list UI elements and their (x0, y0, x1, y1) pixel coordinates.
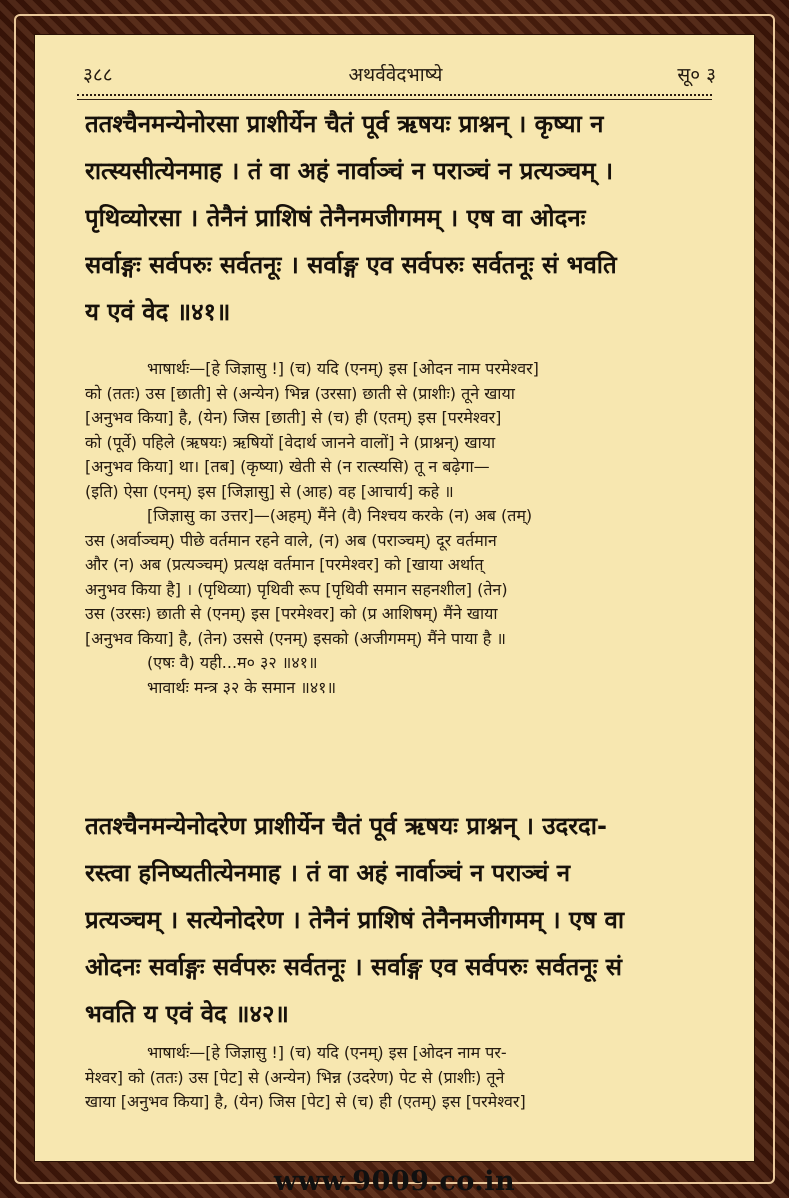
commentary-line: को (पूर्वे) पहिले (ऋषयः) ऋषियों [वेदार्थ जानने वालों] ने (प्राश्नन्) खाया (85, 432, 496, 452)
mantra-42 (85, 803, 713, 1038)
header-rule (77, 94, 712, 96)
commentary-line: मेश्वर] को (ततः) उस [पेट] से (अन्येन) भिन्न (उदरेण) पेट से (प्राशीः) तूने (85, 1067, 505, 1087)
commentary-41 (85, 357, 713, 700)
commentary-line: अनुभव किया है] । (पृथिव्या) पृथिवी रूप [पृथिवी समान सहनशील] (तेन) (85, 579, 508, 599)
commentary-line: और (न) अब (प्रत्यञ्चम्) प्रत्यक्ष वर्तमान [परमेश्वर] को [खाया अर्थात् (85, 555, 484, 574)
commentary-line: को (ततः) उस [छाती] से (अन्येन) भिन्न (उरसा) छाती से (प्राशीः) तूने खाया (85, 383, 515, 403)
commentary-line: उस (अर्वाञ्चम्) पीछे वर्तमान रहने वाले, (न) अब (पराञ्चम्) दूर वर्तमान (85, 530, 497, 550)
commentary-line: खाया [अनुभव किया] है, (येन) जिस [पेट] से (च) ही (एतम्) इस [परमेश्वर] (85, 1092, 526, 1111)
mantra-line: भवति य एवं वेद ॥४२॥ (85, 1000, 289, 1028)
commentary-line: (इति) ऐसा (एनम्) इस [जिज्ञासु] से (आह) वह [आचार्य] कहे ॥ (85, 481, 454, 501)
commentary-line: [अनुभव किया] है, (तेन) उससे (एनम्) इसको (अजीगमम्) मैंने पाया है ॥ (85, 628, 506, 648)
commentary-line: (एषः वै) यही...म० ३२ ॥४१॥ (147, 653, 318, 672)
commentary-line: भावार्थः मन्त्र ३२ के समान ॥४१॥ (147, 677, 337, 697)
commentary-line: भाषार्थः—[हे जिज्ञासु !] (च) यदि (एनम्) इस [ओदन नाम पर- (147, 1043, 507, 1062)
commentary-line: [अनुभव किया] था। [तब] (कृष्या) खेती से (न रात्स्यसि) तू न बढ़ेगा— (85, 457, 490, 476)
mantra-line: य एवं वेद ॥४१॥ (85, 298, 231, 326)
mantra-41 (85, 101, 713, 336)
book-page (34, 34, 755, 1162)
commentary-line: उस (उरसः) छाती से (एनम्) इस [परमेश्वर] को (प्र आशिषम्) मैंने खाया (85, 604, 498, 623)
mantra-line: रात्स्यसीत्येनमाह । तं वा अहं नार्वाञ्चं न पराञ्चं न प्रत्यञ्चम् । (85, 157, 614, 185)
commentary-42 (85, 1041, 713, 1115)
website-watermark: www.9009.co.in (273, 1166, 516, 1197)
commentary-line: भाषार्थः—[हे जिज्ञासु !] (च) यदि (एनम्) इस [ओदन नाम परमेश्वर] (147, 359, 539, 378)
mantra-line: पृथिव्योरसा । तेनैनं प्राशिषं तेनैनमजीगमम् । एष वा ओदनः (85, 204, 586, 232)
commentary-line: [अनुभव किया] है, (येन) जिस [छाती] से (च) ही (एतम्) इस [परमेश्वर] (85, 408, 502, 427)
mantra-line: ततश्चैनमन्येनोरसा प्राशीर्येन चैतं पूर्व ऋषयः प्राश्नन् । कृष्या न (85, 110, 604, 138)
mantra-line: प्रत्यञ्चम् । सत्येनोदरेण । तेनैनं प्राशिषं तेनैनमजीगमम् । एष वा (85, 906, 625, 934)
mantra-line: ततश्चैनमन्येनोदरेण प्राशीर्येन चैतं पूर्व ऋषयः प्राश्नन् । उदरदा- (85, 812, 607, 840)
mantra-line: सर्वाङ्गः सर्वपरुः सर्वतनूः । सर्वाङ्ग एव सर्वपरुः सर्वतनूः सं भवति (85, 251, 617, 279)
running-title: अथर्ववेदभाष्ये (348, 64, 443, 86)
mantra-line: रस्त्वा हनिष्यतीत्येनमाह । तं वा अहं नार्वाञ्चं न पराञ्चं न (85, 859, 571, 887)
sukta-number: सू० ३ (677, 64, 716, 86)
commentary-line: [जिज्ञासु का उत्तर]—(अहम्) मैंने (वै) निश्चय करके (न) अब (तम्) (147, 506, 533, 525)
mantra-line: ओदनः सर्वाङ्गः सर्वपरुः सर्वतनूः । सर्वाङ्ग एव सर्वपरुः सर्वतनूः सं (85, 953, 623, 981)
page-number: ३८८ (83, 64, 113, 86)
